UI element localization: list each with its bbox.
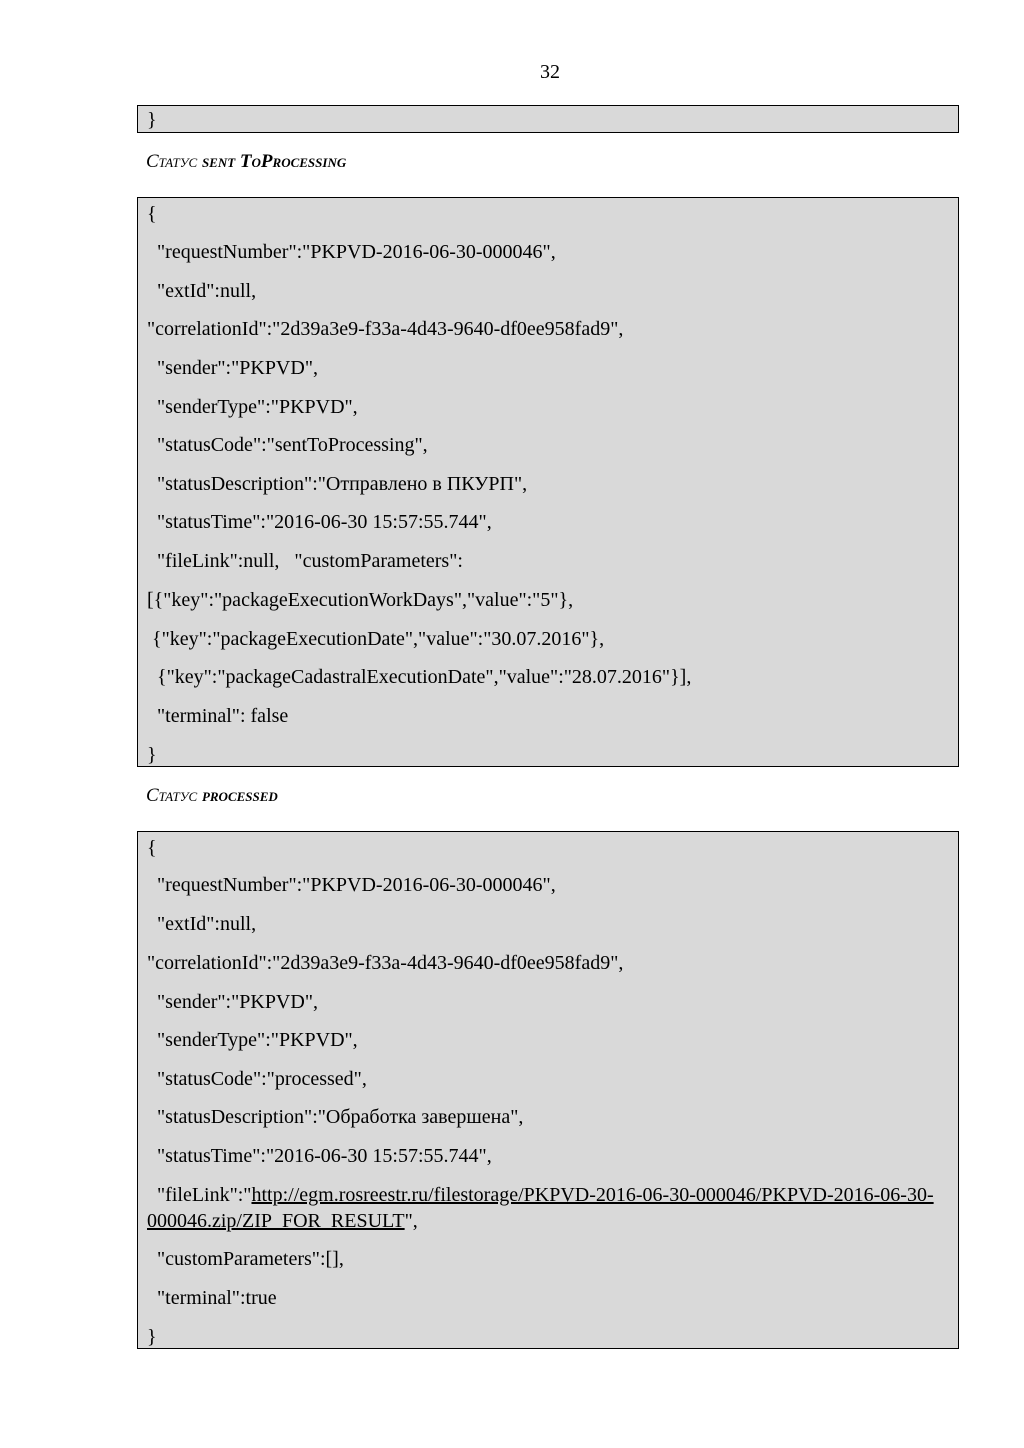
code-line: } bbox=[147, 1326, 157, 1348]
code-line: "terminal":true bbox=[147, 1287, 277, 1309]
code-line: "sender":"PKPVD", bbox=[147, 991, 318, 1013]
heading-status-code: processed bbox=[201, 785, 278, 806]
code-line: {"key":"packageCadastralExecutionDate","value":"28.07.2016"}], bbox=[147, 666, 692, 688]
code-line: "sender":"PKPVD", bbox=[147, 357, 318, 379]
code-line: "statusTime":"2016-06-30 15:57:55.744", bbox=[147, 1145, 492, 1167]
code-line: "statusCode":"sentToProcessing", bbox=[147, 434, 428, 456]
code-line: "statusDescription":"Обработка завершена", bbox=[147, 1106, 524, 1128]
code-line: {"key":"packageExecutionDate","value":"30.07.2016"}, bbox=[147, 628, 605, 650]
code-block-continuation bbox=[137, 105, 959, 133]
file-link-prefix: "fileLink":" bbox=[147, 1184, 252, 1206]
page-number: 32 bbox=[540, 61, 560, 83]
file-link-suffix: ", bbox=[404, 1210, 418, 1232]
section-heading-sent-to-processing bbox=[146, 149, 346, 175]
code-line: "statusDescription":"Отправлено в ПКУРП", bbox=[147, 473, 528, 495]
code-line: [{"key":"packageExecutionWorkDays","value":"5"}, bbox=[147, 589, 574, 611]
code-line: "customParameters":[], bbox=[147, 1248, 344, 1270]
code-block-sent-to-processing bbox=[137, 197, 959, 767]
code-line: "correlationId":"2d39a3e9-f33a-4d43-9640-df0ee958fad9", bbox=[147, 952, 624, 974]
code-block-processed bbox=[137, 831, 959, 1349]
section-heading-processed bbox=[146, 783, 278, 809]
code-line: { bbox=[147, 203, 157, 225]
code-line: "statusCode":"processed", bbox=[147, 1068, 367, 1090]
code-line: "requestNumber":"PKPVD-2016-06-30-000046", bbox=[147, 874, 556, 896]
file-link-url[interactable]: http://egm.rosreestr.ru/filestorage/PKPVD-2016-06-30-000046/PKPVD-2016-06-30-000046.zip/ZIP_FOR_RESULT bbox=[147, 1184, 934, 1232]
code-line: "requestNumber":"PKPVD-2016-06-30-000046", bbox=[147, 241, 556, 263]
code-line: } bbox=[147, 744, 157, 766]
heading-prefix: Статус bbox=[146, 151, 198, 172]
code-line: } bbox=[147, 109, 157, 131]
heading-prefix: Статус bbox=[146, 785, 198, 806]
file-link-line bbox=[147, 1182, 944, 1234]
code-line: "senderType":"PKPVD", bbox=[147, 396, 358, 418]
heading-status-code: sent ToProcessing bbox=[201, 151, 347, 172]
code-line: "extId":null, bbox=[147, 280, 257, 302]
code-line: "senderType":"PKPVD", bbox=[147, 1029, 358, 1051]
code-line: "fileLink":null, "customParameters": bbox=[147, 550, 463, 572]
code-line: "statusTime":"2016-06-30 15:57:55.744", bbox=[147, 511, 492, 533]
code-line: "terminal": false bbox=[147, 705, 289, 727]
code-line: { bbox=[147, 837, 157, 859]
code-line: "correlationId":"2d39a3e9-f33a-4d43-9640-df0ee958fad9", bbox=[147, 318, 624, 340]
code-line: "extId":null, bbox=[147, 913, 257, 935]
